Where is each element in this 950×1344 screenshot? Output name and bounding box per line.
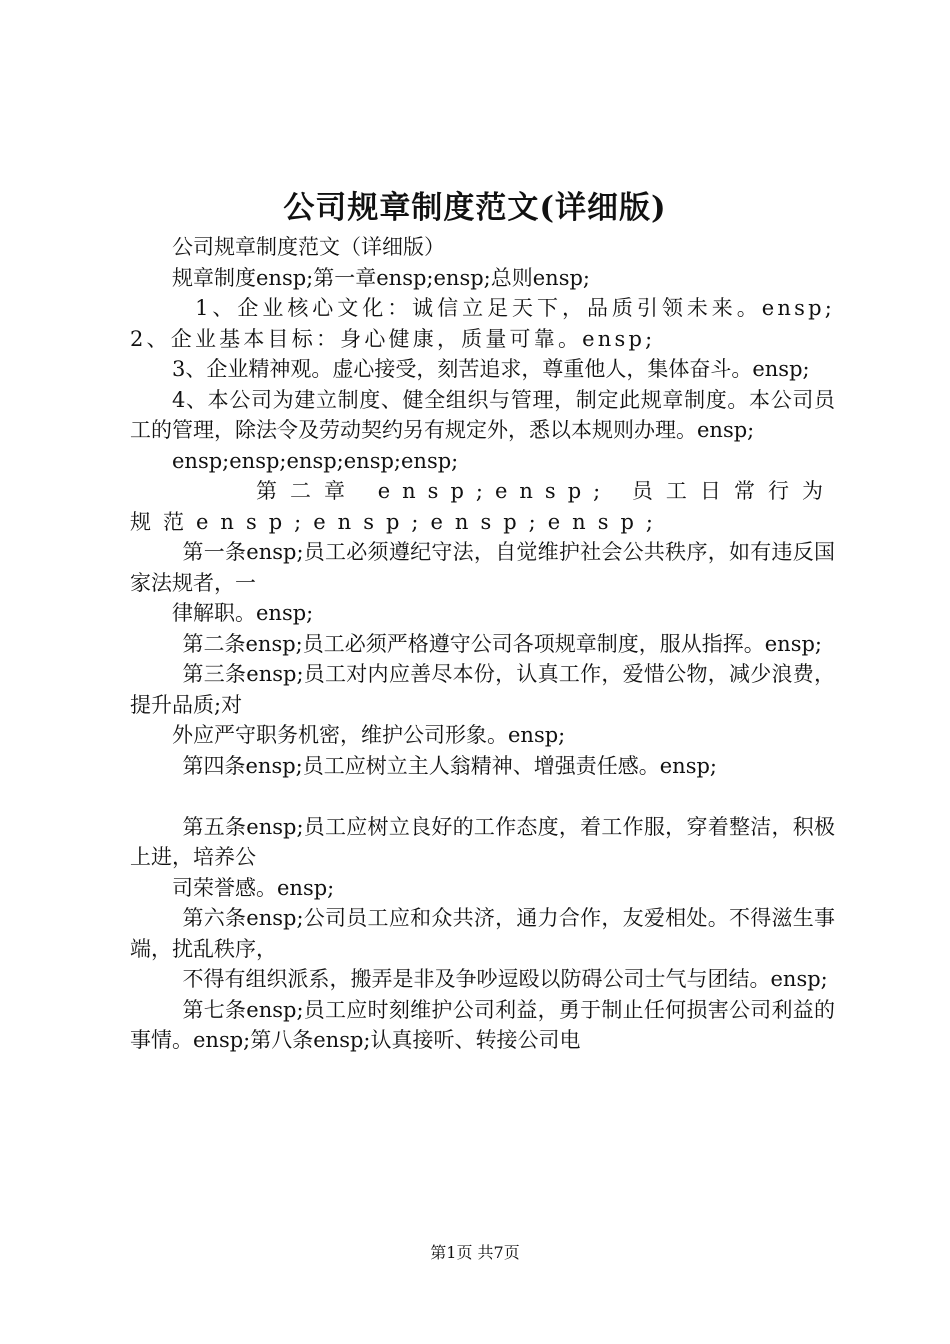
paragraph-spacer: ensp;ensp;ensp;ensp;ensp; bbox=[172, 448, 459, 473]
paragraph-chapter-2: 第二章 ensp;ensp; 员工日常行为规范ensp;ensp;ensp;ensp; bbox=[130, 479, 835, 534]
blank-line bbox=[130, 781, 835, 812]
paragraph-article-4: 第四条ensp;员工应树立主人翁精神、增强责任感。ensp; bbox=[182, 753, 717, 778]
paragraph-article-5-cont: 司荣誉感。ensp; bbox=[172, 875, 335, 900]
paragraph-article-3-cont: 外应严守职务机密，维护公司形象。ensp; bbox=[172, 723, 566, 747]
paragraph-article-6: 第六条ensp;公司员工应和众共济，通力合作，友爱相处。不得滋生事端，扰乱秩序， bbox=[130, 906, 835, 961]
paragraph-article-1: 第一条ensp;员工必须遵纪守法，自觉维护社会公共秩序，如有违反国家法规者，一 bbox=[130, 540, 835, 595]
paragraph-article-6-cont: 不得有组织派系，搬弄是非及争吵逗殴以防碍公司士气与团结。ensp; bbox=[182, 967, 828, 991]
paragraph-chapter-1: 规章制度ensp;第一章ensp;ensp;总则ensp; bbox=[172, 265, 590, 290]
paragraph-article-7: 第七条ensp;员工应时刻维护公司利益，勇于制止任何损害公司利益的事情。ensp;第八条ensp;认真接听、转接公司电 bbox=[130, 997, 835, 1052]
page-footer: 第1页 共7页 bbox=[430, 1243, 520, 1262]
paragraph-subtitle: 公司规章制度范文（详细版） bbox=[172, 235, 445, 259]
paragraph-article-5: 第五条ensp;员工应树立良好的工作态度，着工作服，穿着整洁，积极上进，培养公 bbox=[130, 814, 835, 869]
paragraph-item-3: 3、企业精神观。虚心接受，刻苦追求，尊重他人，集体奋斗。ensp; bbox=[172, 357, 810, 381]
page-title: 公司规章制度范文(详细版) bbox=[283, 190, 667, 226]
document-body bbox=[130, 232, 835, 1056]
paragraph-article-1-cont: 律解职。ensp; bbox=[172, 601, 314, 625]
paragraph-article-2: 第二条ensp;员工必须严格遵守公司各项规章制度，服从指挥。ensp; bbox=[182, 631, 822, 656]
paragraph-item-1: 1、企业核心文化：诚信立足天下，品质引领未来。ensp;2、企业基本目标：身心健康，质量可靠。ensp; bbox=[130, 296, 835, 351]
paragraph-item-4: 4、本公司为建立制度、健全组织与管理，制定此规章制度。本公司员工的管理，除法令及劳动契约另有规定外，悉以本规则办理。ensp; bbox=[130, 387, 835, 442]
paragraph-article-3: 第三条ensp;员工对内应善尽本份，认真工作，爱惜公物，减少浪费，提升品质;对 bbox=[130, 662, 835, 717]
